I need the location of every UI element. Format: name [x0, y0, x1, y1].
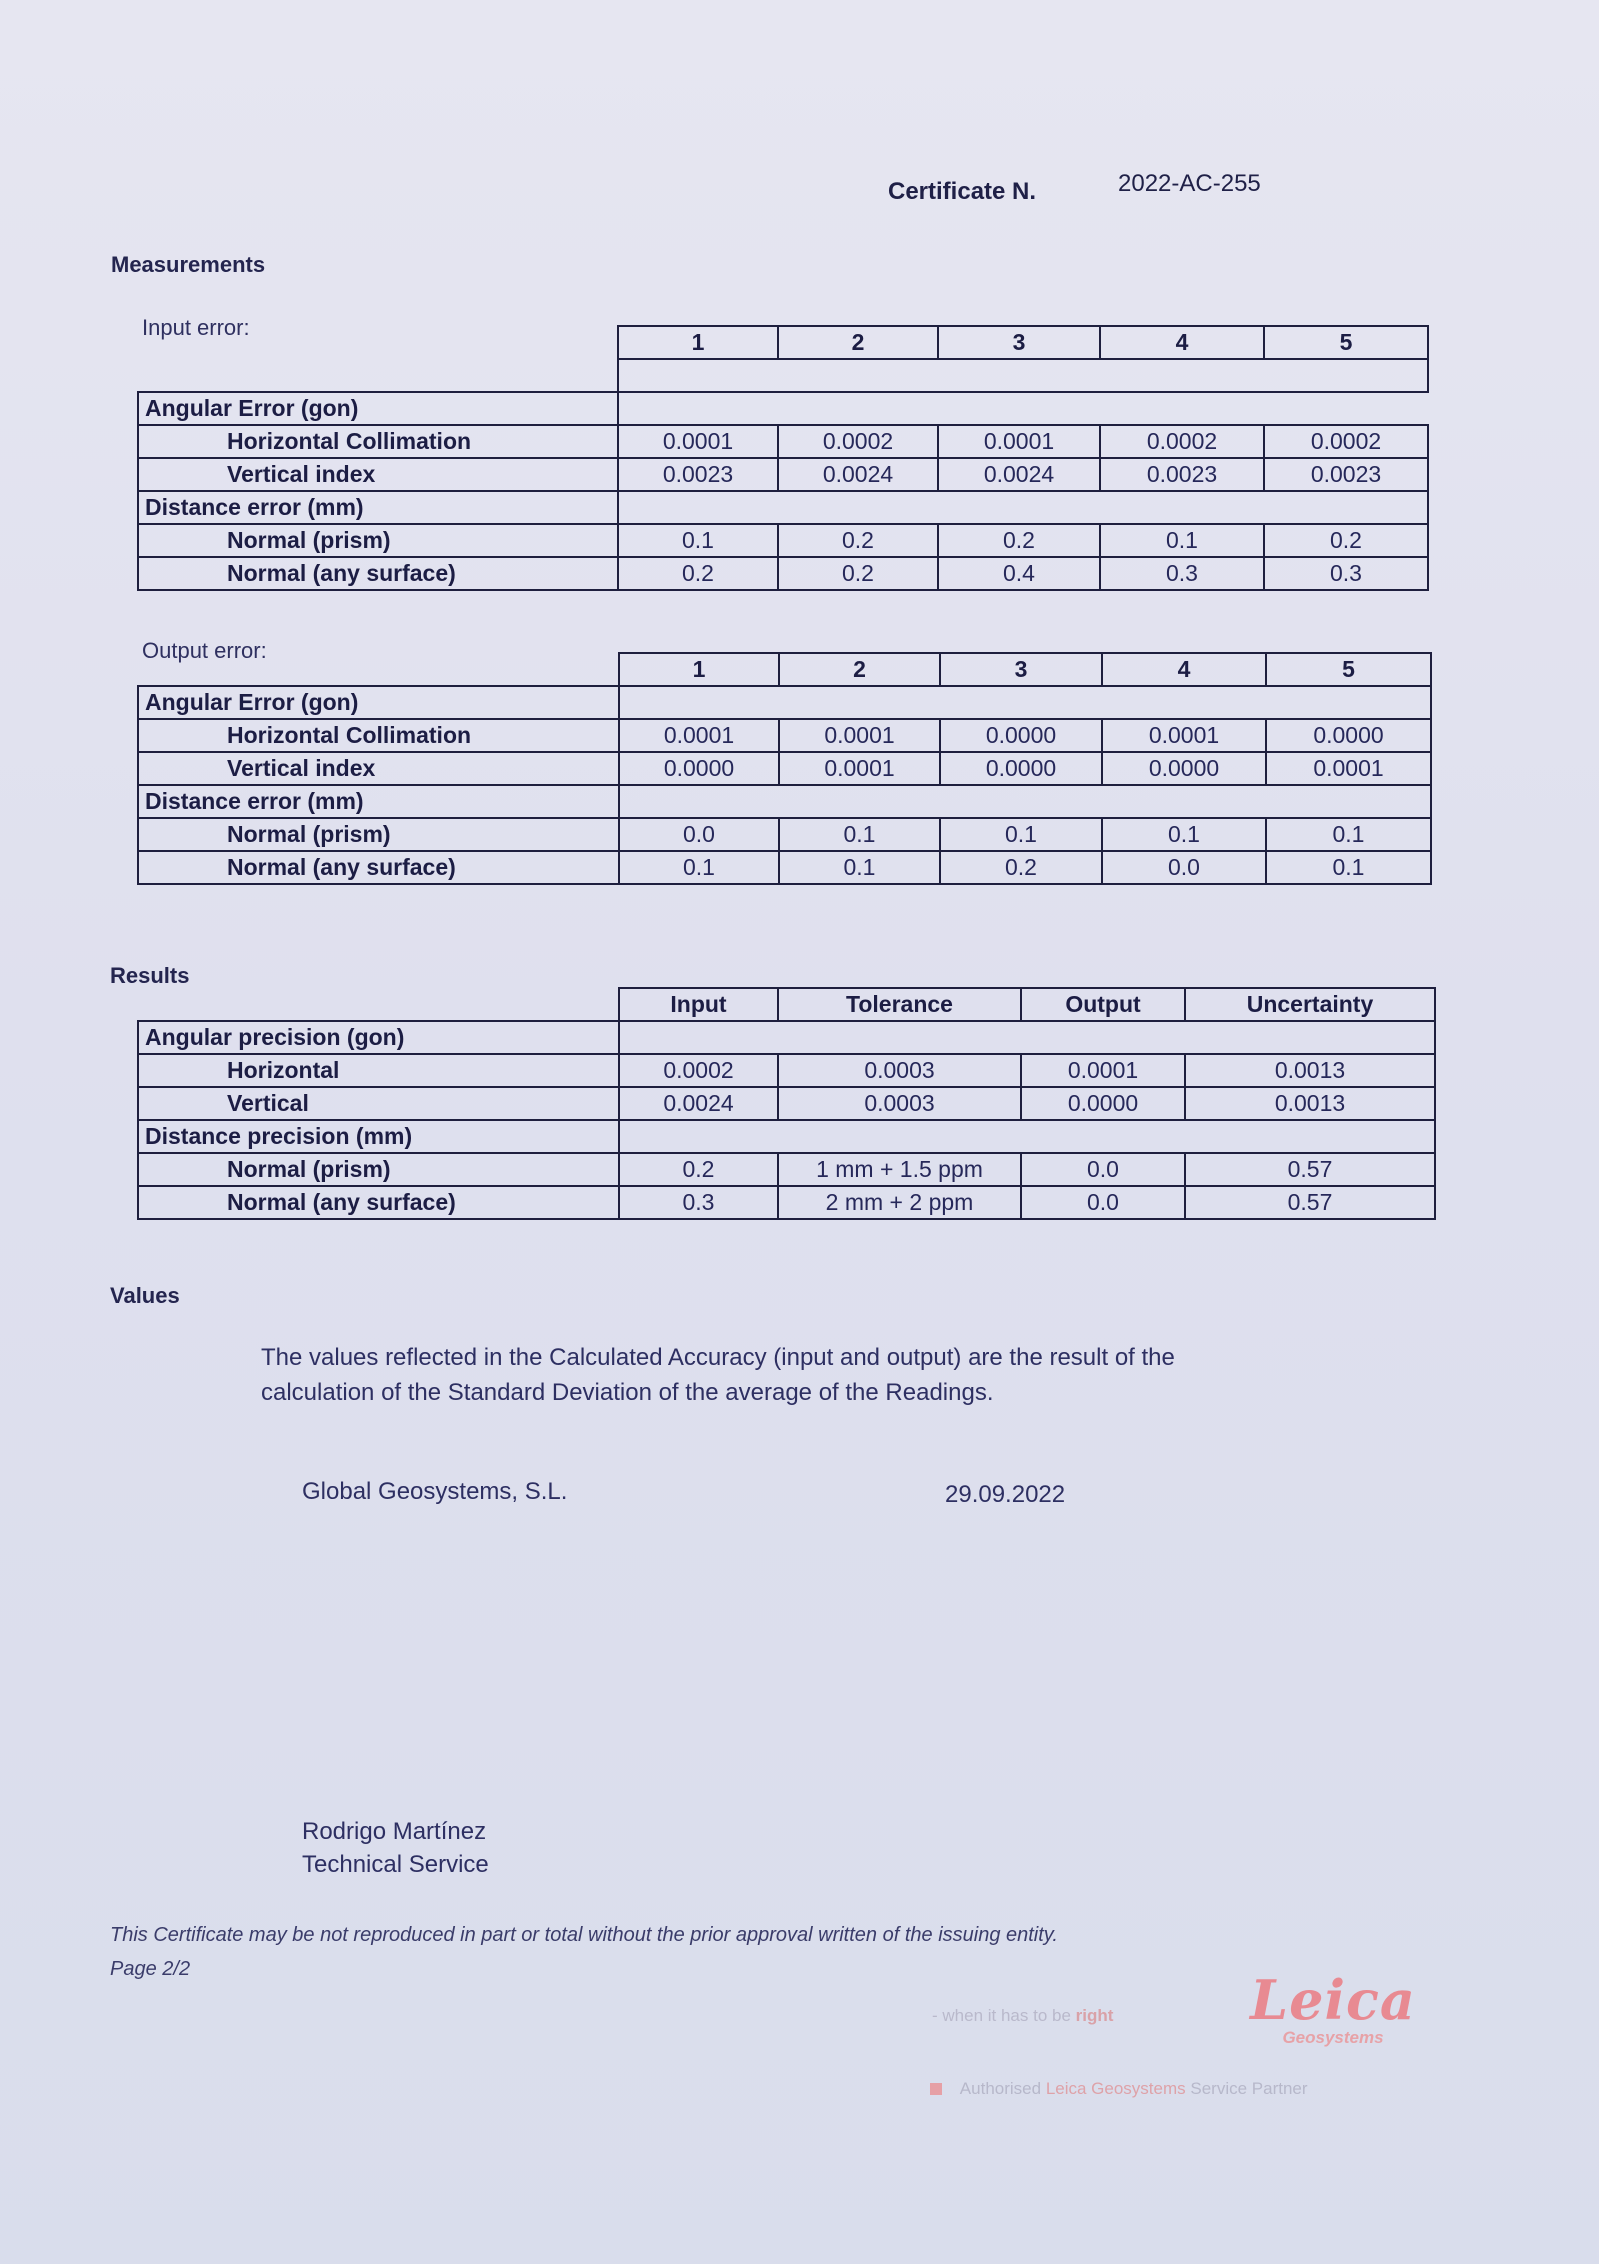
measurements-title: Measurements: [111, 252, 266, 277]
table-cell: 0.2: [778, 524, 938, 557]
logo-wordmark: Leica: [1250, 1968, 1416, 2032]
column-header: 3: [938, 326, 1100, 359]
partner-prefix: Authorised: [959, 2079, 1042, 2098]
signatory-name: Rodrigo Martínez: [302, 1818, 487, 1845]
table-cell: 0.0002: [1264, 425, 1428, 458]
table-row: [138, 1087, 1435, 1120]
table-cell: 2 mm + 2 ppm: [778, 1186, 1021, 1219]
column-header: Output: [1021, 988, 1185, 1021]
partner-suffix: Service Partner: [1190, 2079, 1308, 2098]
column-header: 2: [778, 326, 938, 359]
table-cell: 0.0001: [779, 752, 940, 785]
table-cell: 0.1: [1100, 524, 1264, 557]
table-cell: 0.0000: [940, 719, 1102, 752]
table-row: [138, 818, 1431, 851]
table-cell: 0.2: [619, 1153, 778, 1186]
table-row: [138, 458, 1428, 491]
column-header: Tolerance: [778, 988, 1021, 1021]
certificate-label: Certificate N.: [888, 178, 1037, 205]
table-cell: 0.0000: [619, 752, 779, 785]
table-row: [138, 851, 1431, 884]
slogan-emphasis: right: [1075, 2006, 1114, 2025]
table-cell: 0.57: [1185, 1153, 1435, 1186]
table-row: [138, 1054, 1435, 1087]
row-label: Normal (prism): [138, 524, 618, 557]
table-cell: 0.0024: [778, 458, 938, 491]
table-cell: 0.1: [779, 851, 940, 884]
issue-date: 29.09.2022: [945, 1481, 1066, 1508]
table-cell: 0.0023: [1264, 458, 1428, 491]
footer-disclaimer: This Certificate may be not reproduced in part or total without the prior approval written of the issuing entity.: [110, 1924, 1058, 1946]
group-header: Distance error (mm): [138, 785, 619, 818]
table-cell: 0.4: [938, 557, 1100, 590]
table-cell: 0.0013: [1185, 1054, 1435, 1087]
table-cell: 0.0023: [1100, 458, 1264, 491]
table-cell: 0.0002: [1100, 425, 1264, 458]
signatory-role: Technical Service: [302, 1851, 489, 1878]
output-error-table: [137, 652, 1432, 885]
table-row: [138, 752, 1431, 785]
table-cell: 0.0001: [1102, 719, 1266, 752]
table-cell: 0.0: [1021, 1153, 1185, 1186]
table-cell: 0.57: [1185, 1186, 1435, 1219]
column-header: 5: [1264, 326, 1428, 359]
table-cell: 1 mm + 1.5 ppm: [778, 1153, 1021, 1186]
table-cell: 0.1: [940, 818, 1102, 851]
row-label: Normal (prism): [138, 818, 619, 851]
table-row: [138, 392, 1428, 425]
table-row: [138, 719, 1431, 752]
slogan: [932, 2006, 1113, 2026]
partner-line: [930, 2079, 1308, 2099]
table-cell: 0.0001: [618, 425, 778, 458]
group-header: Distance error (mm): [138, 491, 618, 524]
table-cell: 0.0000: [940, 752, 1102, 785]
column-header: 1: [619, 653, 779, 686]
table-cell: 0.0024: [938, 458, 1100, 491]
table-cell: 0.0001: [779, 719, 940, 752]
input-error-label: Input error:: [142, 315, 250, 340]
table-cell: 0.1: [779, 818, 940, 851]
group-header: Angular Error (gon): [138, 392, 618, 425]
table-cell: 0.0002: [778, 425, 938, 458]
table-cell: 0.0: [1021, 1186, 1185, 1219]
table-cell: 0.1: [619, 851, 779, 884]
values-title: Values: [110, 1283, 180, 1308]
logo-subtitle: Geosystems: [1282, 2028, 1384, 2047]
table-cell: 0.0003: [778, 1054, 1021, 1087]
issuer-company: Global Geosystems, S.L.: [302, 1478, 568, 1505]
table-cell: 0.0003: [778, 1087, 1021, 1120]
table-cell: 0.1: [1102, 818, 1266, 851]
table-cell: 0.2: [940, 851, 1102, 884]
results-table: [137, 987, 1436, 1220]
column-header: 4: [1100, 326, 1264, 359]
signatory: [302, 1815, 489, 1881]
table-cell: 0.0000: [1021, 1087, 1185, 1120]
table-cell: 0.3: [619, 1186, 778, 1219]
group-header: Angular Error (gon): [138, 686, 619, 719]
row-label: Horizontal Collimation: [138, 425, 618, 458]
group-header: Distance precision (mm): [138, 1120, 619, 1153]
table-cell: 0.0023: [618, 458, 778, 491]
table-cell: 0.3: [1264, 557, 1428, 590]
column-header: Uncertainty: [1185, 988, 1435, 1021]
row-label: Normal (prism): [138, 1153, 619, 1186]
column-header: Input: [619, 988, 778, 1021]
table-cell: 0.0001: [1021, 1054, 1185, 1087]
row-label: Horizontal Collimation: [138, 719, 619, 752]
table-cell: 0.0: [1102, 851, 1266, 884]
results-title: Results: [110, 963, 190, 988]
table-row: [138, 1153, 1435, 1186]
input-error-table: [137, 325, 1429, 591]
partner-square-icon: [930, 2083, 942, 2095]
group-header: Angular precision (gon): [138, 1021, 619, 1054]
slogan-prefix: - when it has to be: [932, 2006, 1071, 2025]
table-cell: 0.0001: [938, 425, 1100, 458]
table-cell: 0.2: [618, 557, 778, 590]
table-cell: 0.0013: [1185, 1087, 1435, 1120]
table-cell: 0.0: [619, 818, 779, 851]
column-header: 3: [940, 653, 1102, 686]
row-label: Normal (any surface): [138, 557, 618, 590]
table-cell: 0.3: [1100, 557, 1264, 590]
partner-brand: Leica Geosystems: [1045, 2079, 1186, 2098]
certificate-number: 2022-AC-255: [1118, 170, 1261, 197]
values-paragraph: [261, 1340, 1261, 1410]
row-label: Normal (any surface): [138, 851, 619, 884]
page-number: Page 2/2: [110, 1958, 191, 1980]
row-label: Normal (any surface): [138, 1186, 619, 1219]
table-row: [138, 1120, 1435, 1153]
table-cell: 0.1: [1266, 818, 1431, 851]
table-row: [138, 557, 1428, 590]
table-cell: 0.1: [618, 524, 778, 557]
table-row: [138, 785, 1431, 818]
table-cell: 0.0024: [619, 1087, 778, 1120]
table-cell: 0.0000: [1266, 719, 1431, 752]
table-cell: 0.2: [938, 524, 1100, 557]
table-cell: 0.0001: [1266, 752, 1431, 785]
output-error-label: Output error:: [142, 638, 267, 663]
row-label: Horizontal: [138, 1054, 619, 1087]
table-row: [138, 524, 1428, 557]
values-line: The values reflected in the Calculated Accuracy (input and output) are the result of the: [261, 1344, 1175, 1371]
table-cell: 0.0001: [619, 719, 779, 752]
table-cell: 0.1: [1266, 851, 1431, 884]
row-label: Vertical index: [138, 458, 618, 491]
table-row: [138, 425, 1428, 458]
column-header: 5: [1266, 653, 1431, 686]
table-cell: 0.0002: [619, 1054, 778, 1087]
table-cell: 0.2: [778, 557, 938, 590]
column-header: 2: [779, 653, 940, 686]
table-cell: 0.2: [1264, 524, 1428, 557]
row-label: Vertical: [138, 1087, 619, 1120]
table-row: [138, 1186, 1435, 1219]
row-label: Vertical index: [138, 752, 619, 785]
table-cell: 0.0000: [1102, 752, 1266, 785]
table-row: [138, 686, 1431, 719]
values-line: calculation of the Standard Deviation of the average of the Readings.: [261, 1379, 994, 1406]
footer: [110, 1918, 1058, 1986]
table-row: [138, 1021, 1435, 1054]
column-header: 4: [1102, 653, 1266, 686]
column-header: 1: [618, 326, 778, 359]
leica-logo: [1238, 1968, 1428, 2048]
table-row: [138, 491, 1428, 524]
